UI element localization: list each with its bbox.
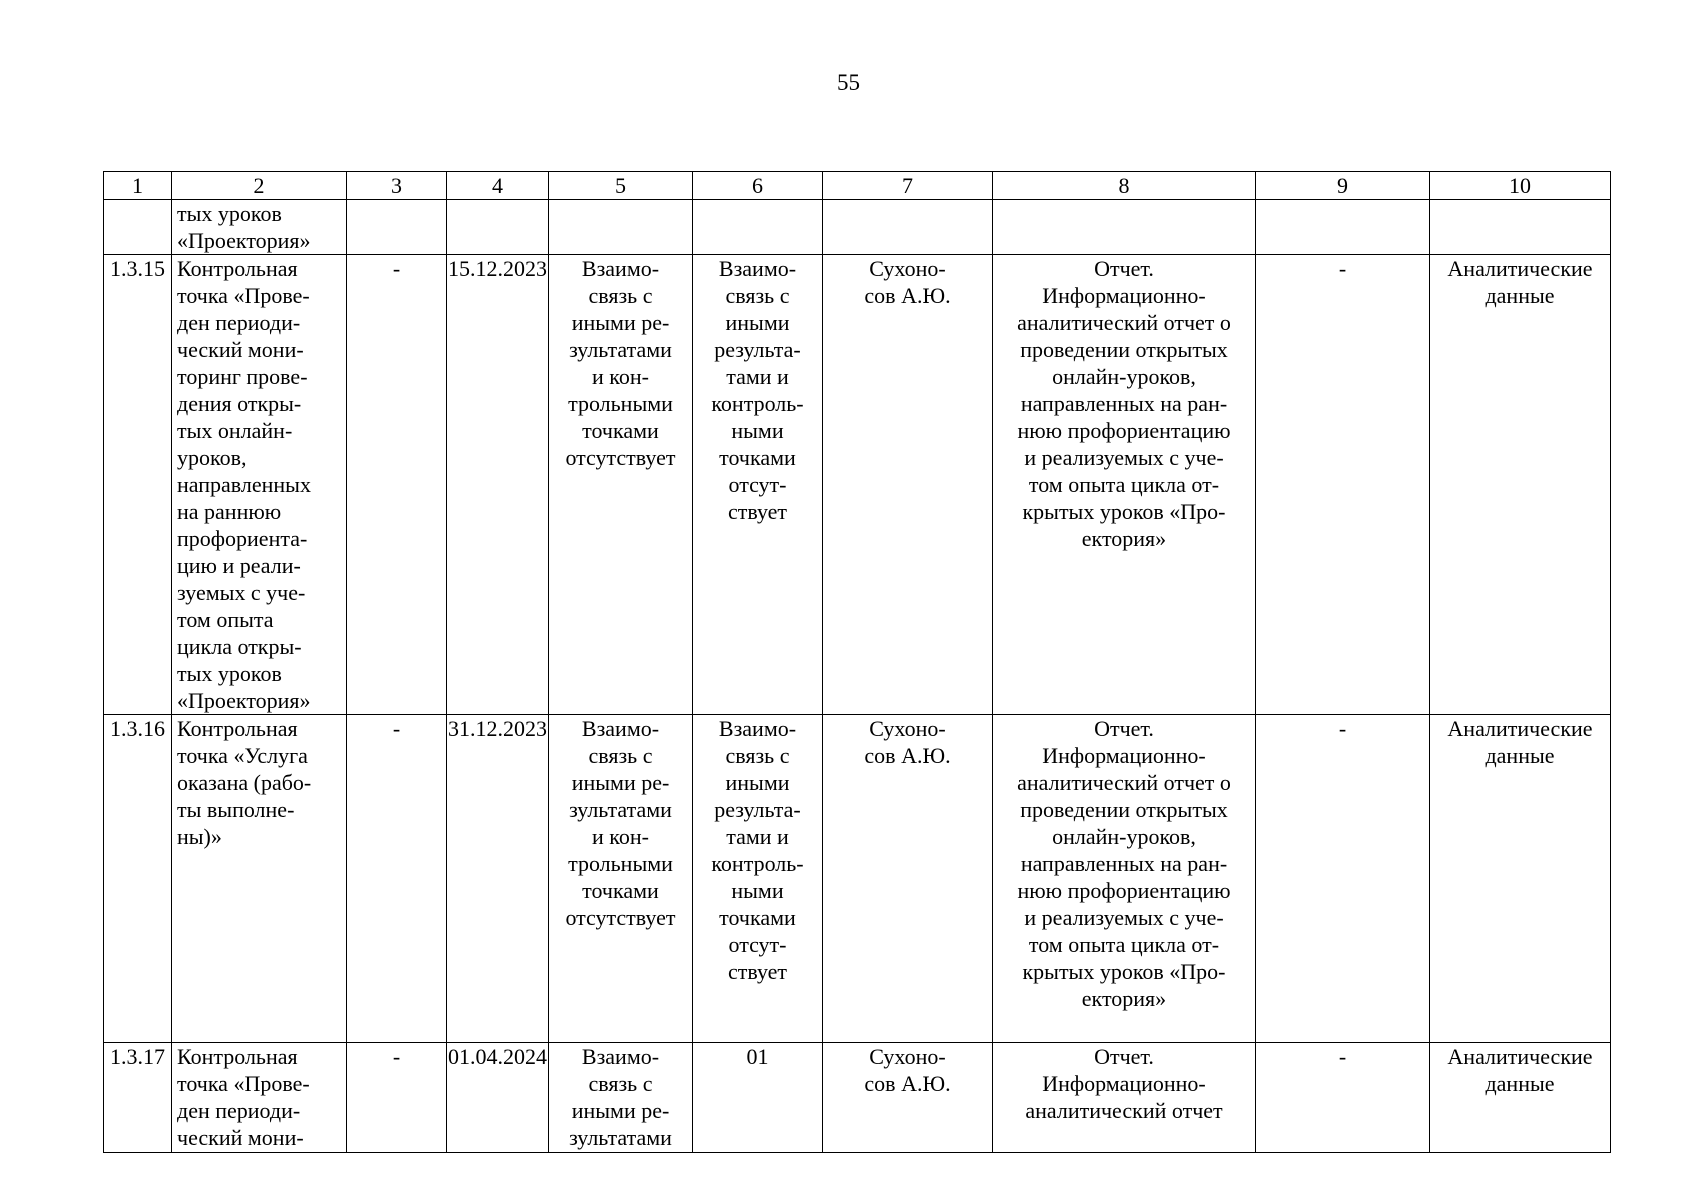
table-row: [104, 1043, 1611, 1153]
relation-results: Взаимо- связь с иными ре- зультатами: [549, 1043, 693, 1153]
header-cell-6: 6: [693, 172, 823, 200]
relation-results: [549, 200, 693, 255]
event-name: Контрольная точка «Прове- ден периоди- ческий мони- торинг прове- дения откры- тых онлайн- уроков, направленных на раннюю профориента- цию и реали- зуемых с уче- том опыта цикла откры- тых уроков «Проектория»: [172, 255, 347, 715]
header-cell-3: 3: [347, 172, 447, 200]
responsible-person: Сухоно- сов А.Ю.: [823, 1043, 993, 1153]
plan-table: [103, 171, 1611, 1153]
report-document: Отчет. Информационно- аналитический отчет: [993, 1043, 1256, 1153]
header-cell-5: 5: [549, 172, 693, 200]
col3-value: [347, 200, 447, 255]
event-name: тых уроков «Проектория»: [172, 200, 347, 255]
header-cell-10: 10: [1430, 172, 1611, 200]
row-number: 1.3.15: [104, 255, 172, 715]
responsible-person: [823, 200, 993, 255]
col3-value: -: [347, 715, 447, 1043]
header-cell-4: 4: [447, 172, 549, 200]
col9-value: [1256, 200, 1430, 255]
report-document: Отчет. Информационно- аналитический отчет о проведении открытых онлайн-уроков, направленных на ран- нюю профориентацию и реализуемых с уче- том опыта цикла от- крытых уроков «Про- ектория»: [993, 715, 1256, 1043]
table-row: [104, 715, 1611, 1043]
row-number: 1.3.17: [104, 1043, 172, 1153]
page-number: 55: [837, 70, 860, 95]
responsible-person: Сухоно- сов А.Ю.: [823, 715, 993, 1043]
info-system: Аналитические данные: [1430, 715, 1611, 1043]
relation-points: Взаимо- связь с иными результа- тами и контроль- ными точками отсут- ствует: [693, 715, 823, 1043]
deadline-date: 15.12.2023: [447, 255, 549, 715]
deadline-date: 01.04.2024: [447, 1043, 549, 1153]
header-cell-2: 2: [172, 172, 347, 200]
col3-value: -: [347, 1043, 447, 1153]
header-cell-8: 8: [993, 172, 1256, 200]
report-document: Отчет. Информационно- аналитический отчет о проведении открытых онлайн-уроков, направленных на ран- нюю профориентацию и реализуемых с уче- том опыта цикла от- крытых уроков «Про- ектория»: [993, 255, 1256, 715]
col9-value: -: [1256, 1043, 1430, 1153]
info-system: Аналитические данные: [1430, 255, 1611, 715]
relation-points: [693, 200, 823, 255]
col3-value: -: [347, 255, 447, 715]
row-number: [104, 200, 172, 255]
col9-value: -: [1256, 715, 1430, 1043]
relation-points: Взаимо- связь с иными результа- тами и контроль- ными точками отсут- ствует: [693, 255, 823, 715]
deadline-date: [447, 200, 549, 255]
event-name: Контрольная точка «Услуга оказана (рабо- ты выполне- ны)»: [172, 715, 347, 1043]
table-row: [104, 255, 1611, 715]
header-cell-7: 7: [823, 172, 993, 200]
info-system: [1430, 200, 1611, 255]
table-row: [104, 200, 1611, 255]
report-document: [993, 200, 1256, 255]
row-number: 1.3.16: [104, 715, 172, 1043]
col9-value: -: [1256, 255, 1430, 715]
relation-results: Взаимо- связь с иными ре- зультатами и кон- трольными точками отсутствует: [549, 255, 693, 715]
event-name: Контрольная точка «Прове- ден периоди- ческий мони-: [172, 1043, 347, 1153]
relation-points: 01: [693, 1043, 823, 1153]
header-row: [104, 172, 1611, 200]
relation-results: Взаимо- связь с иными ре- зультатами и кон- трольными точками отсутствует: [549, 715, 693, 1043]
responsible-person: Сухоно- сов А.Ю.: [823, 255, 993, 715]
header-cell-9: 9: [1256, 172, 1430, 200]
deadline-date: 31.12.2023: [447, 715, 549, 1043]
info-system: Аналитические данные: [1430, 1043, 1611, 1153]
header-cell-1: 1: [104, 172, 172, 200]
